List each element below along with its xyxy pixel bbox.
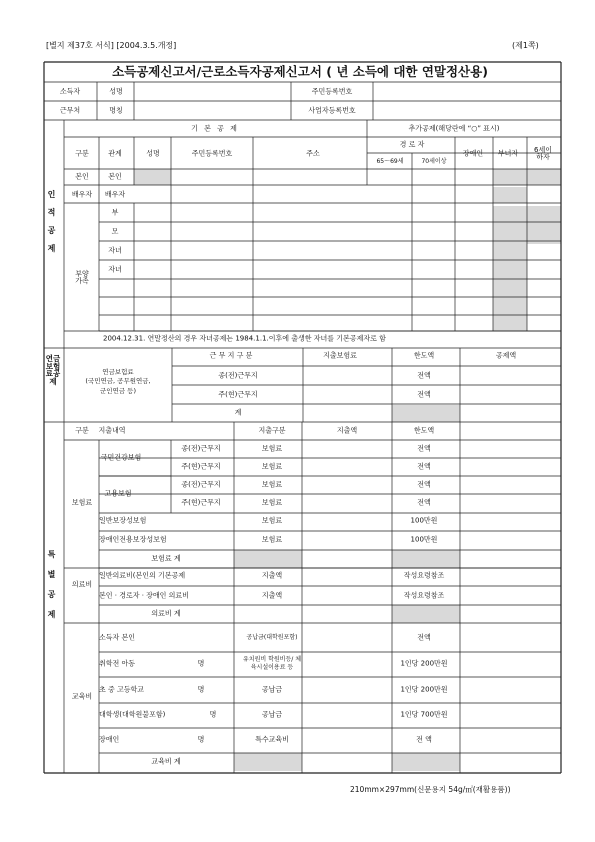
pension-limit-prev: 전액 bbox=[417, 371, 431, 380]
edu-preschool-limit: 1인당 200만원 bbox=[400, 659, 448, 668]
edu-university-type: 공납금 bbox=[261, 710, 283, 719]
edu-disabled: 장애인 bbox=[99, 735, 120, 744]
emp-curr-type: 보험료 bbox=[261, 498, 283, 507]
form-title: 소득공제신고서/근로소득자공제신고서 ( 년 소득에 대한 연말정산용) bbox=[112, 64, 488, 79]
pension-col-workplace: 근 무 지 구 분 bbox=[209, 351, 253, 360]
general-ins-limit: 100만원 bbox=[410, 516, 438, 525]
general-ins-type: 보험료 bbox=[261, 516, 283, 525]
personal-deduction-section bbox=[47, 190, 61, 262]
shaded-cell bbox=[493, 169, 527, 185]
nhi-curr-limit: 전액 bbox=[417, 462, 431, 471]
emp-curr-limit: 전액 bbox=[417, 498, 431, 507]
edu-school-type: 공납금 bbox=[261, 685, 283, 694]
col-name: 성명 bbox=[146, 149, 160, 158]
medical-general: 일반의료비(본인의 기본공제 bbox=[99, 571, 186, 580]
special-col-item: 지출내역 bbox=[98, 426, 126, 435]
special-col-gubun: 구분 bbox=[75, 426, 89, 435]
workplace-label: 근무처 bbox=[59, 106, 81, 115]
col-disabled: 장애인 bbox=[462, 149, 484, 158]
edu-university: 대학생(대학원불포함) bbox=[99, 710, 166, 719]
shaded-cell bbox=[392, 753, 460, 771]
pension-row-curr: 주(현)근무지 bbox=[218, 390, 258, 399]
pension-limit-curr: 전액 bbox=[417, 390, 431, 399]
disabled-ins-limit: 100만원 bbox=[410, 535, 438, 544]
shaded-cell bbox=[134, 169, 171, 185]
rrn-label: 주민등록번호 bbox=[311, 87, 353, 96]
shaded-cell bbox=[527, 206, 561, 244]
col-65: 65～69세 bbox=[376, 158, 404, 165]
shaded-cell bbox=[493, 187, 527, 203]
edu-disabled-type: 특수교육비 bbox=[255, 735, 289, 744]
col-elder: 경 로 자 bbox=[399, 140, 425, 149]
dep-rel-mother: 모 bbox=[111, 227, 119, 236]
nhi-prev-limit: 전액 bbox=[417, 444, 431, 453]
dep-rel-child-2: 자녀 bbox=[108, 265, 122, 274]
col-70: 70세이상 bbox=[421, 158, 447, 165]
nhi-prev: 종(전)근무지 bbox=[181, 444, 221, 453]
col-gubun: 구분 bbox=[75, 149, 89, 158]
pension-label: 연금보험료 (국민연금, 공무원연금, 군인연금 등) bbox=[85, 367, 151, 395]
page-number: (제1쪽) bbox=[512, 41, 539, 50]
emp-prev-limit: 전액 bbox=[417, 480, 431, 489]
pension-row-prev: 종(전)근무지 bbox=[218, 371, 258, 380]
dep-rel-child-1: 자녀 bbox=[108, 246, 122, 255]
personal-section-label: 인적공제 bbox=[47, 190, 56, 262]
disabled-ins-type: 보험료 bbox=[261, 535, 283, 544]
form-reference: [별지 제37호 서식] [2004.3.5.개정] bbox=[46, 41, 177, 50]
company-label: 명칭 bbox=[109, 106, 123, 115]
col-address: 주소 bbox=[306, 149, 320, 158]
edu-school: 초 중 고등학교 bbox=[99, 685, 145, 694]
pension-section bbox=[45, 355, 59, 385]
employment-ins-label: 고용보험 bbox=[104, 489, 132, 498]
special-col-type: 지출구분 bbox=[258, 426, 286, 435]
dependents-label: 부양가족 bbox=[75, 270, 89, 285]
disabled-ins-label: 장애인전용보장성보험 bbox=[99, 535, 167, 544]
nhi-curr-type: 보험료 bbox=[261, 462, 283, 471]
edu-disabled-limit: 전 액 bbox=[416, 735, 432, 744]
income-earner-label: 소득자 bbox=[59, 87, 81, 96]
medical-general-type: 지출액 bbox=[261, 571, 283, 580]
pension-col-limit: 한도액 bbox=[413, 351, 435, 360]
general-ins-label: 일반보장성보험 bbox=[99, 516, 147, 525]
medical-general-limit: 작성요령참조 bbox=[403, 571, 445, 580]
pension-section-label: 연금보험료공제 bbox=[45, 354, 61, 386]
special-col-amount: 지출액 bbox=[336, 426, 358, 435]
nhi-curr: 주(현)근무지 bbox=[181, 462, 221, 471]
shaded-cell bbox=[392, 405, 460, 422]
pension-row-total: 계 bbox=[234, 408, 242, 417]
education-label: 교육비 bbox=[71, 692, 93, 701]
pension-col-deduction: 공제액 bbox=[495, 351, 517, 360]
footer-spec: 210mm×297mm(신문용지 54g/㎡(재활용품)) bbox=[350, 785, 511, 794]
nhi-prev-type: 보험료 bbox=[261, 444, 283, 453]
child-note: 2004.12.31. 연말정산의 경우 자녀공제는 1984.1.1.이후에 출생한 자녀를 기본공제자로 함 bbox=[103, 334, 386, 343]
medical-total: 의료비 계 bbox=[151, 609, 181, 618]
row-spouse: 배우자 bbox=[71, 190, 93, 199]
shaded-cell bbox=[493, 206, 527, 331]
edu-university-limit: 1인당 700만원 bbox=[400, 710, 448, 719]
edu-self-limit: 전액 bbox=[417, 633, 431, 642]
col-rrn: 주민등록번호 bbox=[191, 149, 233, 158]
col-under6: 6세이하자 bbox=[534, 146, 552, 161]
edu-school-people: 명 bbox=[197, 685, 205, 694]
dep-rel-father: 부 bbox=[111, 208, 119, 217]
medical-elder-type: 지출액 bbox=[261, 591, 283, 600]
edu-self: 소득자 본인 bbox=[99, 633, 136, 642]
basic-deduction-header: 기 본 공 제 bbox=[191, 124, 239, 133]
shaded-cell bbox=[392, 605, 460, 623]
edu-disabled-people: 명 bbox=[197, 735, 205, 744]
special-col-limit: 한도액 bbox=[413, 426, 435, 435]
edu-preschool-type: 유치원비 학원비등/ 체육시설이용료 등 bbox=[242, 656, 301, 671]
nhi-label: 국민건강보험 bbox=[100, 453, 142, 462]
shaded-cell bbox=[392, 550, 460, 568]
extra-deduction-header: 추가공제(해당란에 “○” 표시) bbox=[408, 124, 500, 133]
pension-col-paid: 지출보험료 bbox=[323, 351, 357, 360]
emp-prev-type: 보험료 bbox=[261, 480, 283, 489]
edu-university-people: 명 bbox=[209, 710, 217, 719]
emp-curr: 주(현)근무지 bbox=[181, 498, 221, 507]
row-self-relation: 본인 bbox=[108, 172, 122, 181]
shaded-cell bbox=[234, 550, 302, 568]
medical-label: 의료비 bbox=[71, 580, 93, 589]
education-total: 교육비 계 bbox=[151, 757, 181, 766]
business-number-label: 사업자등록번호 bbox=[308, 106, 356, 115]
row-self: 본인 bbox=[75, 172, 89, 181]
col-relation: 관계 bbox=[108, 149, 122, 158]
edu-self-type: 공납금(대학원포함) bbox=[246, 634, 298, 641]
name-label: 성명 bbox=[109, 87, 123, 96]
shaded-cell bbox=[527, 169, 561, 185]
medical-elder: 본인 · 경로자 · 장애인 의료비 bbox=[99, 591, 189, 600]
special-section-label: 특별공제 bbox=[47, 550, 56, 630]
medical-elder-limit: 작성요령참조 bbox=[403, 591, 445, 600]
emp-prev: 종(전)근무지 bbox=[181, 480, 221, 489]
edu-preschool: 취학전 아동 bbox=[99, 659, 136, 668]
insurance-label: 보험료 bbox=[71, 498, 93, 507]
col-woman: 부녀자 bbox=[497, 149, 519, 158]
edu-preschool-people: 명 bbox=[197, 659, 205, 668]
special-section bbox=[47, 550, 61, 630]
row-spouse-relation: 배우자 bbox=[104, 190, 126, 199]
edu-school-limit: 1인당 200만원 bbox=[400, 685, 448, 694]
shaded-cell bbox=[234, 753, 302, 771]
insurance-total: 보험료 계 bbox=[151, 554, 181, 563]
